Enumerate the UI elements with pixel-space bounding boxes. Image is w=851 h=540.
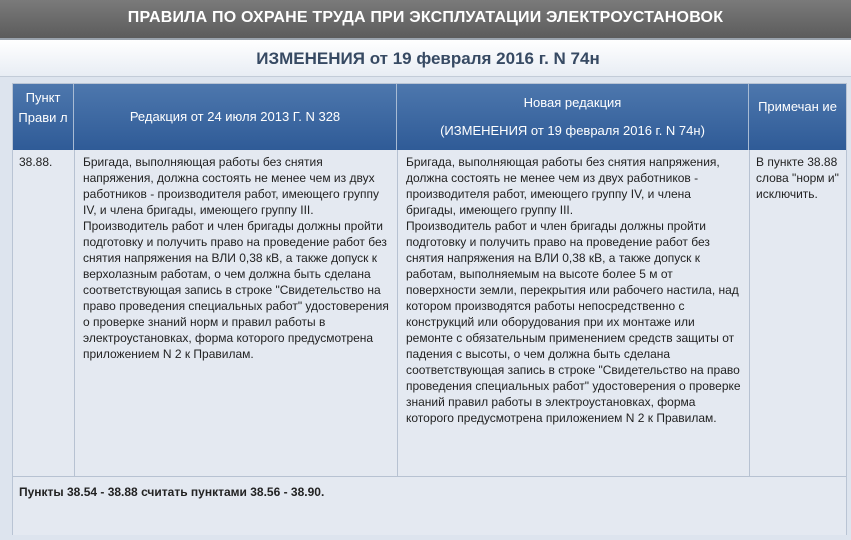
new-edition-paragraph: Производитель работ и член бригады должны пройти подготовку и получить право на проведение работ без снятия напряжения на ВЛИ 0,38 кВ, а также допуск к работам, выполняемым на высоте более 5 м от поверхности земли, перекрытия или рабочего настила, над котором производятся работы непосредственно с конструкций или оборудования при их монтаже или ремонте с обязательным применением средств защиты от падения с высоты, о чем должна быть сделана соответствующая запись в строке "Свидетельство на право проведения специальных работ" удостоверения о проверке знаний правил работы в электроустановках, форма которого предусмотрена приложением N 2 к Правилам.: [406, 219, 741, 425]
changes-table: [12, 83, 847, 535]
header-old-edition: Редакция от 24 июля 2013 Г. N 328: [74, 84, 397, 150]
column-divider: [397, 150, 398, 476]
row-point-cell: 38.88.: [19, 155, 53, 169]
document-subtitle: ИЗМЕНЕНИЯ от 19 февраля 2016 г. N 74н: [256, 49, 600, 68]
header-new-edition: Новая редакция (ИЗМЕНЕНИЯ от 19 февраля 2016 г. N 74н): [397, 84, 749, 150]
header-note: Примечан ие: [749, 84, 846, 150]
old-edition-cell: [83, 154, 393, 362]
document-title: ПРАВИЛА ПО ОХРАНЕ ТРУДА ПРИ ЭКСПЛУАТАЦИИ ЭЛЕКТРОУСТАНОВОК: [127, 9, 724, 26]
column-divider: [749, 150, 750, 476]
renumbering-note: Пункты 38.54 - 38.88 считать пунктами 38.56 - 38.90.: [19, 485, 325, 499]
old-edition-paragraph: Производитель работ и член бригады должны пройти подготовку и получить право на проведение работ без снятия напряжения на ВЛИ 0,38 кВ, а также допуск к верхолазным работам, о чем должна быть сделана соответствующая запись в строке "Свидетельство на право проведения специальных работ" удостоверения о проверке знаний норм и правил работы в электроустановках, форма которого предусмотрена приложением N 2 к Правилам.: [83, 219, 389, 361]
subtitle-bar: [0, 40, 851, 77]
new-edition-paragraph: Бригада, выполняющая работы без снятия напряжения, должна состоять не менее чем из двух работников - производителя работ, имеющего группу IV, и члена бригады, имеющего группу III.: [406, 155, 720, 217]
footer-row: [13, 476, 846, 535]
column-divider: [74, 150, 75, 476]
header-point: Пункт Прави л: [13, 84, 74, 150]
title-bar: [0, 0, 851, 40]
note-cell: В пункте 38.88 слова "норм и" исключить.: [756, 155, 839, 201]
old-edition-paragraph: Бригада, выполняющая работы без снятия напряжения, должна состоять не менее чем из двух работников - производителя работ, имеющего группу IV, и члена бригады, имеющего группу III.: [83, 155, 379, 217]
new-edition-cell: [406, 154, 744, 426]
